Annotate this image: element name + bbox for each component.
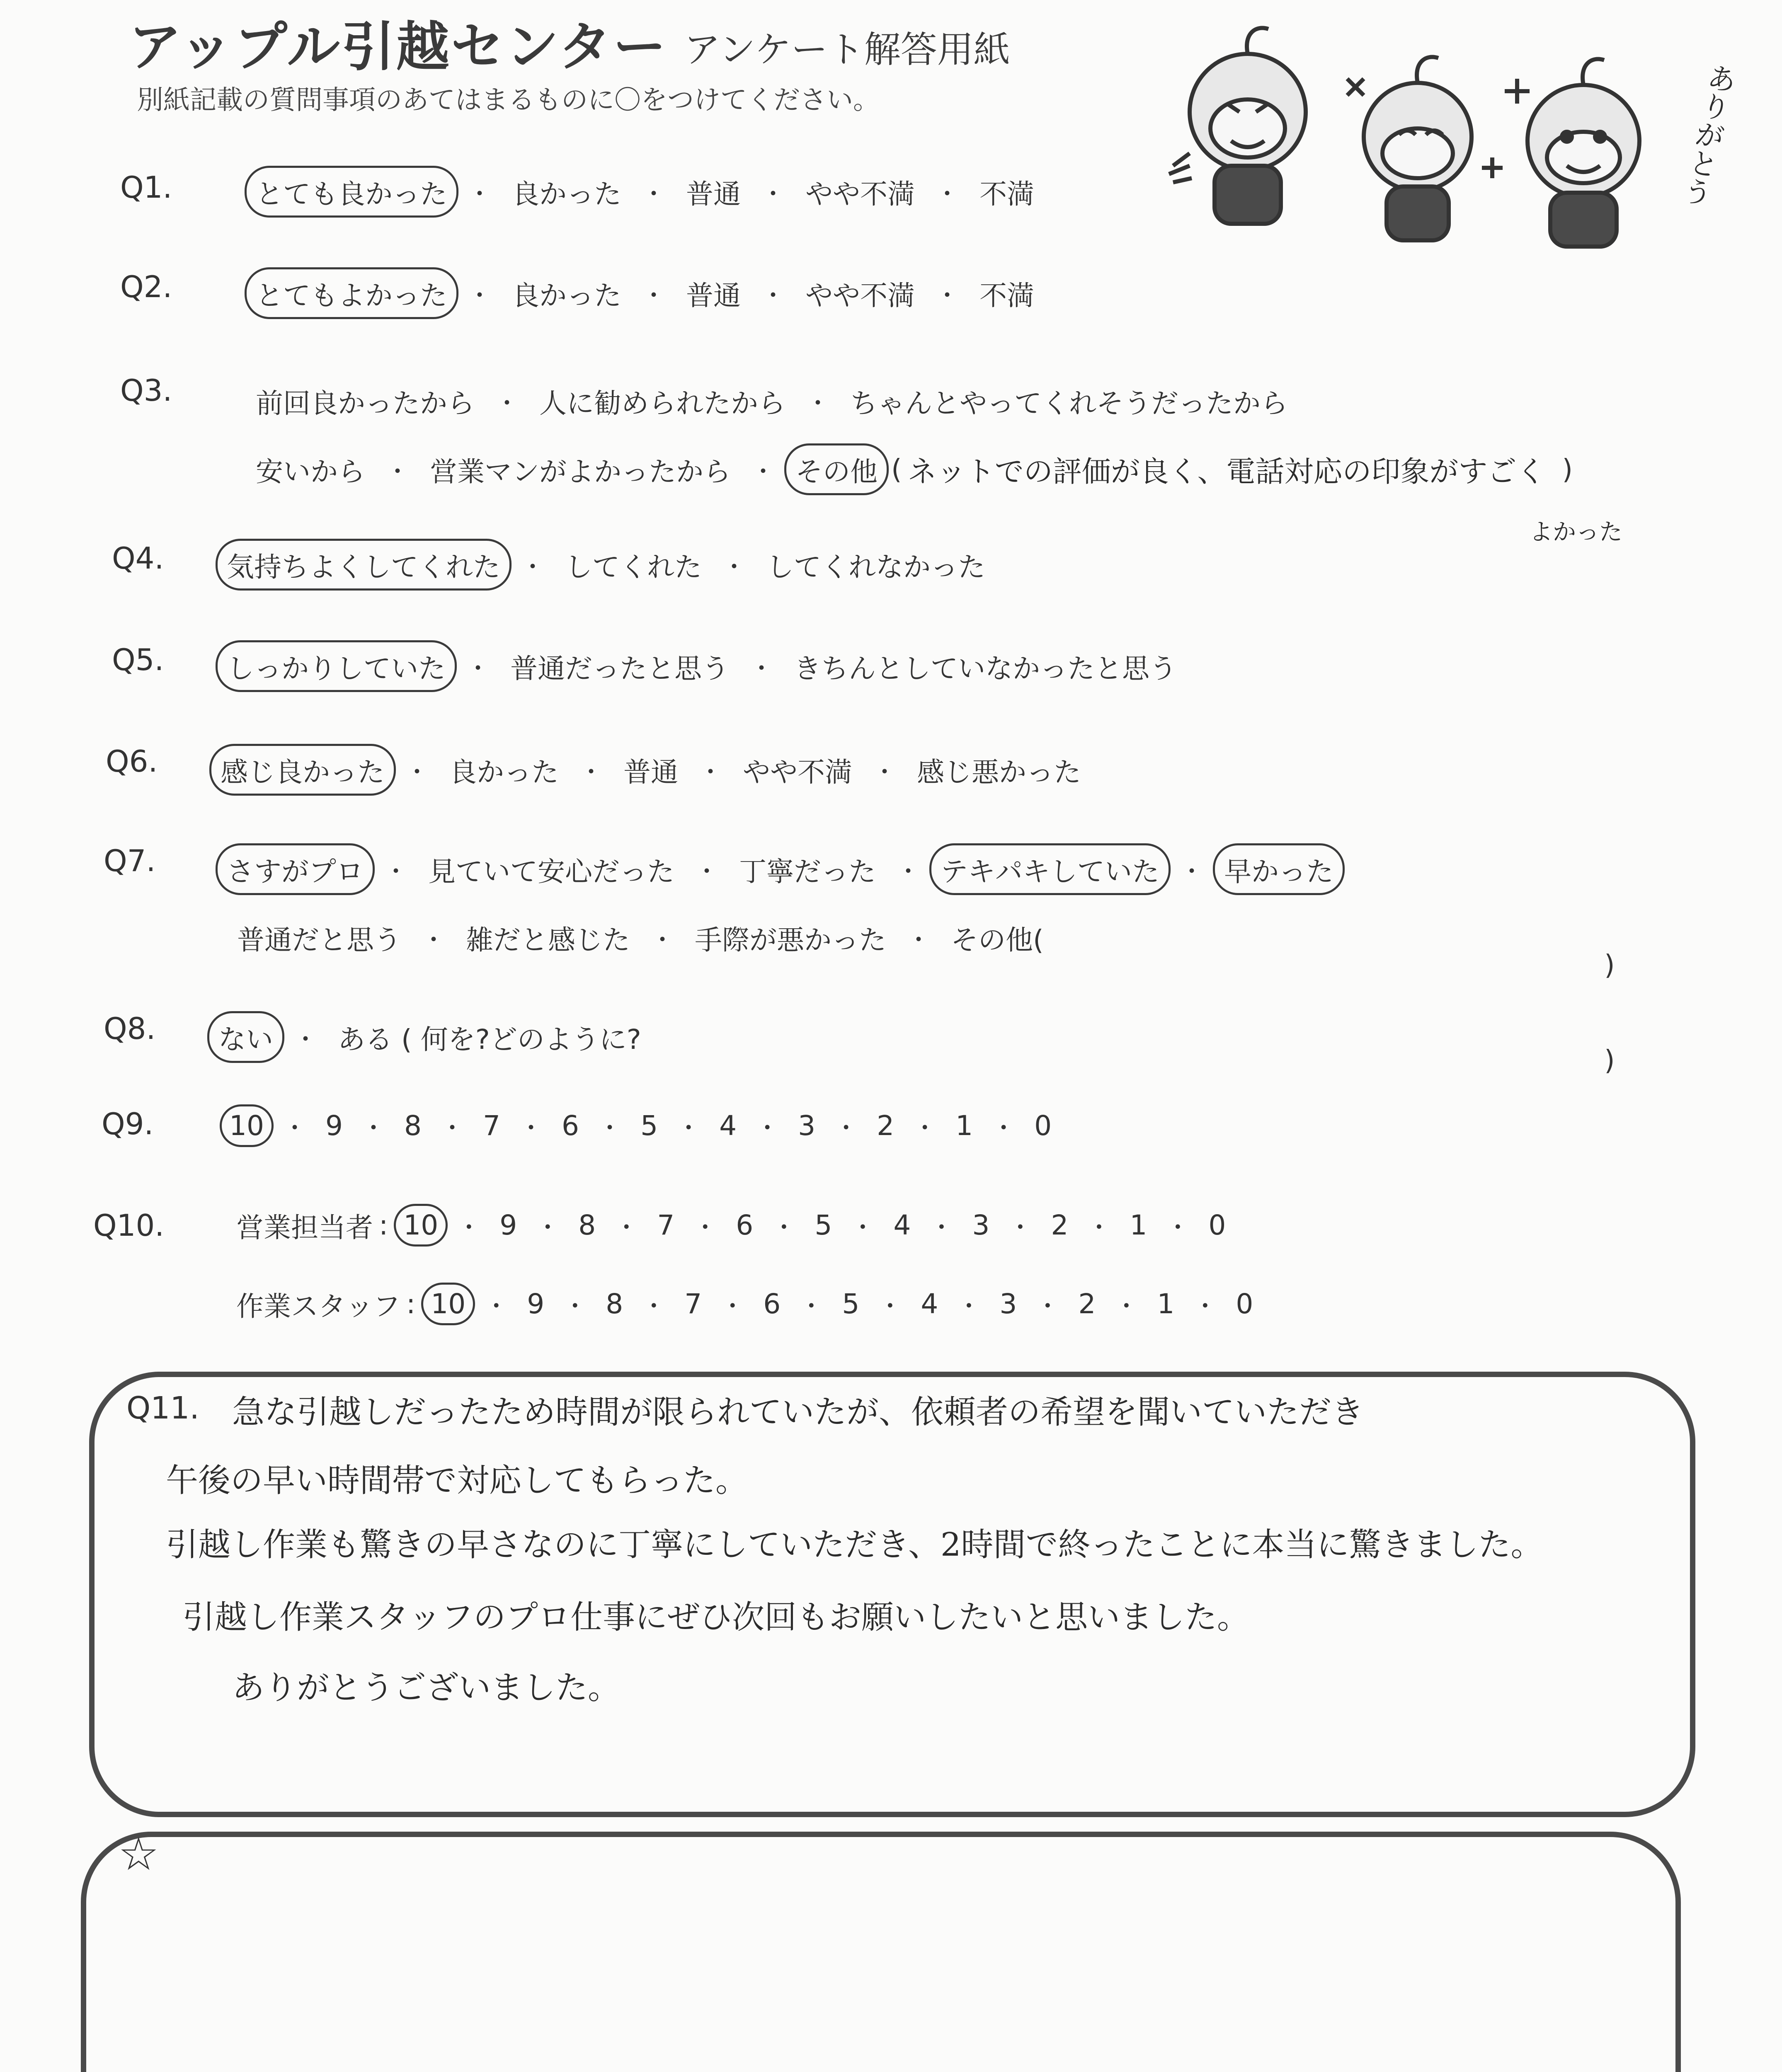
q7-option-other[interactable]: その他( <box>951 924 1044 956</box>
q11-line-3: 引越し作業も驚きの早さなのに丁寧にしていただき、2時間で終ったことに本当に驚きました。 <box>166 1526 1543 1564</box>
q6-option-5[interactable]: 感じ悪かった <box>917 756 1081 788</box>
q5-option-2[interactable]: 普通だったと思う <box>510 653 730 685</box>
q7-option-3[interactable]: 丁寧だった <box>739 856 876 888</box>
q10-staff-score-1[interactable]: 1 <box>1157 1288 1175 1320</box>
q8-option-1[interactable]: ない <box>207 1011 284 1063</box>
q7-closing-paren: ) <box>1604 949 1615 981</box>
q8-options: ない ・ ある ( 何を?どのように? <box>207 1011 652 1063</box>
q10-sales-score-1[interactable]: 1 <box>1130 1209 1147 1241</box>
q10-staff-score-5[interactable]: 5 <box>842 1288 860 1320</box>
q6-option-3[interactable]: 普通 <box>623 756 679 788</box>
mascot-caption: ありがとう <box>1676 60 1740 209</box>
q6-option-2[interactable]: 良かった <box>449 756 559 788</box>
q9-score-2[interactable]: 2 <box>877 1110 895 1142</box>
q7-label: Q7. <box>104 843 156 878</box>
q5-options: しっかりしていた ・ 普通だったと思う ・ きちんとしていなかったと思う <box>216 640 1188 692</box>
star-comment-box[interactable] <box>81 1832 1681 2072</box>
q3-options-line1: 前回良かったから ・ 人に勧められたから ・ ちゃんとやってくれそうだったから <box>245 375 1299 427</box>
q10-staff-score-2[interactable]: 2 <box>1078 1288 1096 1320</box>
q9-score-0[interactable]: 0 <box>1034 1110 1052 1142</box>
q10-row-staff: 作業スタッフ : 10 ・ 9 ・ 8 ・ 7 ・ 6 ・ 5 ・ 4 ・ 3 ・ 2 ・ 1 ・ 0 <box>236 1283 1263 1325</box>
q10-sales-score-10[interactable]: 10 <box>394 1204 448 1247</box>
company-title: アップル引越センター <box>128 16 668 78</box>
q10-row-sales: 営業担当者 : 10 ・ 9 ・ 8 ・ 7 ・ 6 ・ 5 ・ 4 ・ 3 ・ 2 ・ 1 ・ 0 <box>236 1204 1235 1247</box>
q10-sales-score-4[interactable]: 4 <box>893 1209 911 1241</box>
q2-option-1[interactable]: とてもよかった <box>245 267 458 319</box>
q1-option-5[interactable]: 不満 <box>979 178 1035 210</box>
q3-option-other[interactable]: その他 <box>784 443 889 495</box>
q2-option-2[interactable]: 良かった <box>512 280 622 312</box>
q3-option-5[interactable]: 営業マンがよかったから <box>430 456 731 488</box>
q7-option-2[interactable]: 見ていて安心だった <box>428 856 675 888</box>
q9-score-5[interactable]: 5 <box>640 1110 658 1142</box>
q4-option-1[interactable]: 気持ちよくしてくれた <box>216 539 512 591</box>
q10-label: Q10. <box>93 1208 165 1243</box>
q9-score-6[interactable]: 6 <box>562 1110 579 1142</box>
q2-options: とてもよかった ・ 良かった ・ 普通 ・ やや不満 ・ 不満 <box>245 267 1045 319</box>
q10-row-sales-name: 営業担当者 <box>236 1212 373 1244</box>
q7-option-1[interactable]: さすがプロ <box>216 843 375 895</box>
q9-score-1[interactable]: 1 <box>955 1110 973 1142</box>
q10-staff-score-3[interactable]: 3 <box>999 1288 1017 1320</box>
q10-sales-score-6[interactable]: 6 <box>736 1209 754 1241</box>
q2-option-3[interactable]: 普通 <box>686 280 741 312</box>
q9-score-7[interactable]: 7 <box>483 1110 501 1142</box>
q4-options: 気持ちよくしてくれた ・ してくれた ・ してくれなかった <box>216 539 996 591</box>
q1-option-3[interactable]: 普通 <box>686 178 741 210</box>
instruction-text: 別紙記載の質問事項のあてはまるものに〇をつけてください。 <box>137 85 880 116</box>
q6-label: Q6. <box>106 744 158 779</box>
q10-sales-score-2[interactable]: 2 <box>1051 1209 1069 1241</box>
q10-staff-score-6[interactable]: 6 <box>763 1288 781 1320</box>
q6-options: 感じ良かった ・ 良かった ・ 普通 ・ やや不満 ・ 感じ悪かった <box>209 744 1092 796</box>
q3-option-3[interactable]: ちゃんとやってくれそうだったから <box>850 387 1288 419</box>
q7-option-6[interactable]: 普通だと思う <box>237 924 401 956</box>
q7-option-5[interactable]: 早かった <box>1213 843 1345 895</box>
q6-option-4[interactable]: やや不満 <box>743 756 853 788</box>
q3-other-text-cont: よかった <box>1530 519 1622 546</box>
q9-score-9[interactable]: 9 <box>325 1110 343 1142</box>
q10-staff-score-4[interactable]: 4 <box>921 1288 938 1320</box>
q9-score-8[interactable]: 8 <box>404 1110 422 1142</box>
q11-line-4: 引越し作業スタッフのプロ仕事にぜひ次回もお願いしたいと思いました。 <box>182 1599 1250 1636</box>
q10-sales-score-7[interactable]: 7 <box>657 1209 675 1241</box>
q1-options: とても良かった ・ 良かった ・ 普通 ・ やや不満 ・ 不満 <box>245 166 1045 218</box>
q3-option-4[interactable]: 安いから <box>256 456 365 488</box>
q4-label: Q4. <box>112 541 164 576</box>
q2-label: Q2. <box>120 269 172 304</box>
q7-option-7[interactable]: 雑だと感じた <box>466 924 630 956</box>
q3-option-1[interactable]: 前回良かったから <box>256 387 475 419</box>
q3-option-2[interactable]: 人に勧められたから <box>539 387 786 419</box>
q1-option-4[interactable]: やや不満 <box>805 178 915 210</box>
q3-options-line2: 安いから ・ 営業マンがよかったから ・ その他 ( ネットでの評価が良く、電話対応の印象がすごく ) <box>245 443 1573 495</box>
q8-option-2[interactable]: ある ( 何を?どのように? <box>338 1024 641 1055</box>
form-subtitle: アンケート解答用紙 <box>684 28 1010 71</box>
q7-option-8[interactable]: 手際が悪かった <box>695 924 887 956</box>
q11-line-1: 急な引越しだったため時間が限られていたが、依頼者の希望を聞いていただき <box>232 1394 1364 1431</box>
q7-options-line1: さすがプロ ・ 見ていて安心だった ・ 丁寧だった ・ テキパキしていた ・ 早かった <box>216 843 1345 895</box>
q10-sales-score-3[interactable]: 3 <box>972 1209 990 1241</box>
q9-scale: 10 ・ 9 ・ 8 ・ 7 ・ 6 ・ 5 ・ 4 ・ 3 ・ 2 ・ 1 ・ 0 <box>220 1104 1061 1147</box>
q1-option-2[interactable]: 良かった <box>512 178 622 210</box>
q2-option-5[interactable]: 不満 <box>979 280 1035 312</box>
q6-option-1[interactable]: 感じ良かった <box>209 744 396 796</box>
q4-option-3[interactable]: してくれなかった <box>766 551 986 583</box>
q9-label: Q9. <box>102 1106 154 1141</box>
q10-row-staff-name: 作業スタッフ <box>236 1290 400 1322</box>
q5-label: Q5. <box>112 642 164 677</box>
q10-staff-score-0[interactable]: 0 <box>1236 1288 1253 1320</box>
q11-line-5: ありがとうございました。 <box>232 1669 621 1706</box>
q2-option-4[interactable]: やや不満 <box>805 280 915 312</box>
q3-label: Q3. <box>120 373 172 408</box>
q5-option-1[interactable]: しっかりしていた <box>216 640 457 692</box>
q7-options-line2: 普通だと思う ・ 雑だと感じた ・ 手際が悪かった ・ その他( <box>226 912 1055 963</box>
q10-sales-score-9[interactable]: 9 <box>499 1209 517 1241</box>
q5-option-3[interactable]: きちんとしていなかったと思う <box>794 653 1177 685</box>
q4-option-2[interactable]: してくれた <box>565 551 702 583</box>
q7-option-4[interactable]: テキパキしていた <box>929 843 1171 895</box>
q11-label: Q11. <box>126 1390 199 1426</box>
q10-sales-score-8[interactable]: 8 <box>578 1209 596 1241</box>
q10-sales-score-5[interactable]: 5 <box>815 1209 832 1241</box>
q8-label: Q8. <box>104 1011 156 1046</box>
q3-other-text[interactable]: ネットでの評価が良く、電話対応の印象がすごく <box>907 455 1546 489</box>
q9-score-10[interactable]: 10 <box>220 1104 274 1147</box>
mascot-illustration <box>1152 17 1691 249</box>
q1-label: Q1. <box>120 170 172 205</box>
star-icon: ☆ <box>118 1828 159 1881</box>
q10-staff-score-10[interactable]: 10 <box>421 1283 475 1325</box>
q9-score-3[interactable]: 3 <box>798 1110 816 1142</box>
q10-staff-score-8[interactable]: 8 <box>606 1288 623 1320</box>
q10-staff-score-7[interactable]: 7 <box>684 1288 702 1320</box>
q8-closing-paren: ) <box>1604 1044 1615 1076</box>
q10-staff-score-9[interactable]: 9 <box>527 1288 545 1320</box>
q9-score-4[interactable]: 4 <box>719 1110 737 1142</box>
q11-line-2: 午後の早い時間帯で対応してもらった。 <box>166 1462 748 1499</box>
q1-option-1[interactable]: とても良かった <box>245 166 458 218</box>
q10-sales-score-0[interactable]: 0 <box>1208 1209 1226 1241</box>
